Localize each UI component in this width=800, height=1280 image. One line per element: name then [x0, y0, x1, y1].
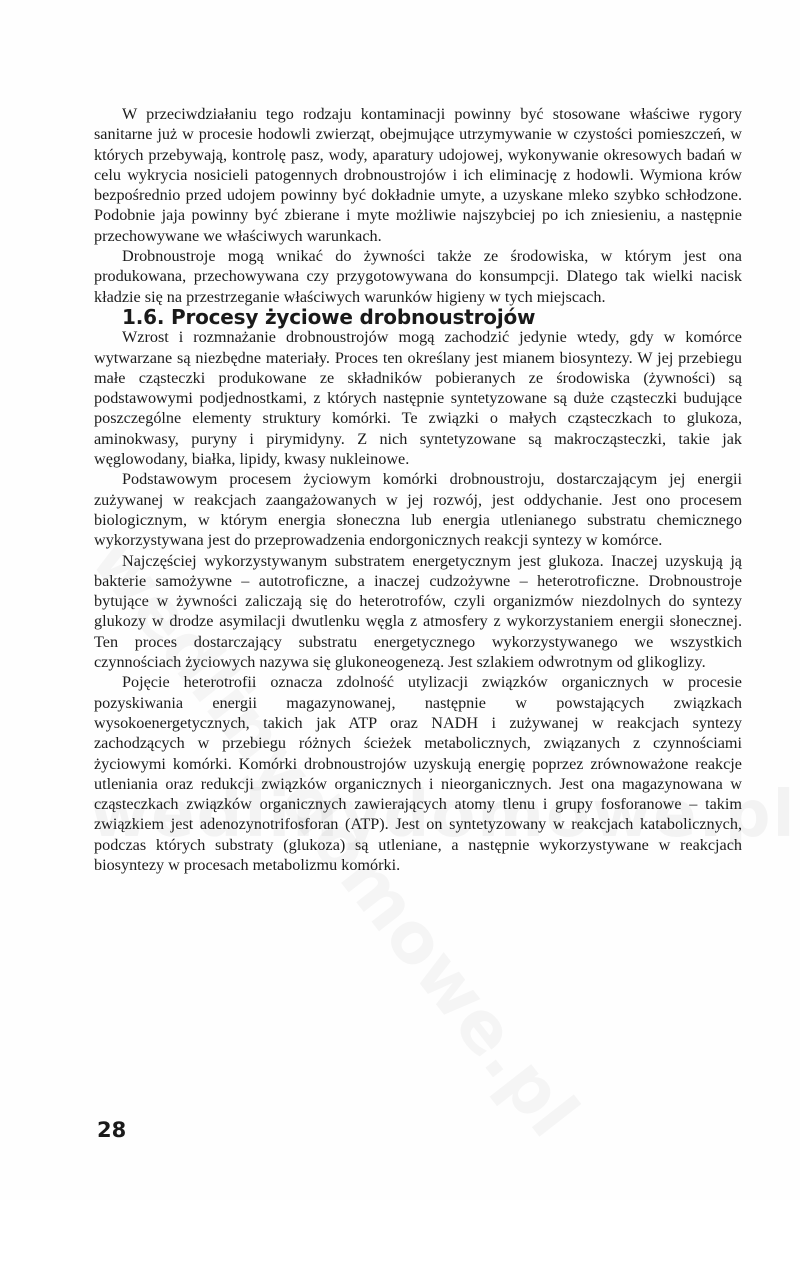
body-text: [94, 104, 742, 875]
paragraph: Najczęściej wykorzystywanym substratem energetycznym jest glukoza. Inaczej uzyskują ją bakterie samożywne – autotroficzne, a inaczej cudzożywne – heterotroficzne. Drobnoustroje bytujące w żywności zaliczają się do heterotrofów, czyli organizmów niezdolnych do syntezy glukozy w drodze asymilacji dwutlenku węgla z atmosfery z wykorzystaniem energii słonecznej. Ten proces dostarczający substratu energetycznego wykorzystywanego we wszystkich czynnościach życiowych nazywa się glukoneogenezą. Jest szlakiem odwrotnym od glikoglizy.: [94, 551, 742, 672]
paragraph: Drobnoustroje mogą wnikać do żywności także ze środowiska, w którym jest ona produkowana, przechowywana czy przygotowywana do konsumpcji. Dlatego tak wielki nacisk kładzie się na przestrzeganie właściwych warunków higieny w tych miejscach.: [94, 247, 742, 306]
section-heading: 1.6. Procesy życiowe drobnoustrojów: [122, 304, 536, 329]
paragraph: Pojęcie heterotrofii oznacza zdolność utylizacji związków organicznych w procesie pozyskiwania energii magazynowanej, następnie w powstających związkach wysokoenergetycznych, takich jak ATP oraz NADH i zużywanej w reakcjach syntezy zachodzących w przebiegu różnych ścieżek metabolicznych, związanych z czynnościami życiowymi komórki. Komórki drobnoustrojów uzyskują energię poprzez zrównoważone reakcje utleniania oraz redukcji związków organicznych i nieorganicznych. Jest ona magazynowana w cząsteczkach związków organicznych zawierających atomy tlenu i grupy fosforanowe – takim związkiem jest adenozynotrifosforan (ATP). Jest on syntetyzowany w reakcjach katabolicznych, podczas których substraty (glukoza) są utleniane, a następnie wykorzystywane w reakcjach biosyntezy w procesach metabolizmu komórki.: [94, 673, 742, 874]
paragraph: Wzrost i rozmnażanie drobnoustrojów mogą zachodzić jedynie wtedy, gdy w komórce wytwarzane są niezbędne materiały. Proces ten określany jest mianem biosyntezy. W jej przebiegu małe cząsteczki produkowane ze składników pobieranych ze środowiska (żywności) są podstawowymi podjednostkami, z których następnie syntetyzowane są duże cząsteczki budujące poszczególne elementy struktury komórki. Te związki o małych cząsteczkach to glukoza, aminokwasy, puryny i pirymidyny. Z nich syntetyzowane są makrocząsteczki, takie jak węglowodany, białka, lipidy, kwasy nukleinowe.: [94, 328, 742, 469]
paragraph: Podstawowym procesem życiowym komórki drobnoustroju, dostarczającym jej energii zużywanej w reakcjach zaangażowanych w jej rozwój, jest oddychanie. Jest ono procesem biologicznym, w którym energia słoneczna lub energia utlenianego substratu chemicznego wykorzystywana jest do przeprowadzenia endorgonicznych reakcji syntezy w komórce.: [94, 470, 742, 550]
paragraph: W przeciwdziałaniu tego rodzaju kontaminacji powinny być stosowane właściwe rygory sanitarne już w procesie hodowli zwierząt, obejmujące utrzymywanie w czystości pomieszczeń, w których przebywają, kontrolę pasz, wody, aparatury udojowej, wykonywanie okresowych badań w celu wykrycia nosicieli patogennych drobnoustrojów i ich eliminację z hodowli. Wymiona krów bezpośrednio przed udojem powinny być dokładnie umyte, a uzyskane mleko szybko schłodzone. Podobnie jaja powinny być zbierane i myte możliwie najszybciej po ich zniesieniu, a następnie przechowywane we właściwych warunkach.: [94, 105, 742, 245]
page-number: 28: [97, 1118, 127, 1142]
